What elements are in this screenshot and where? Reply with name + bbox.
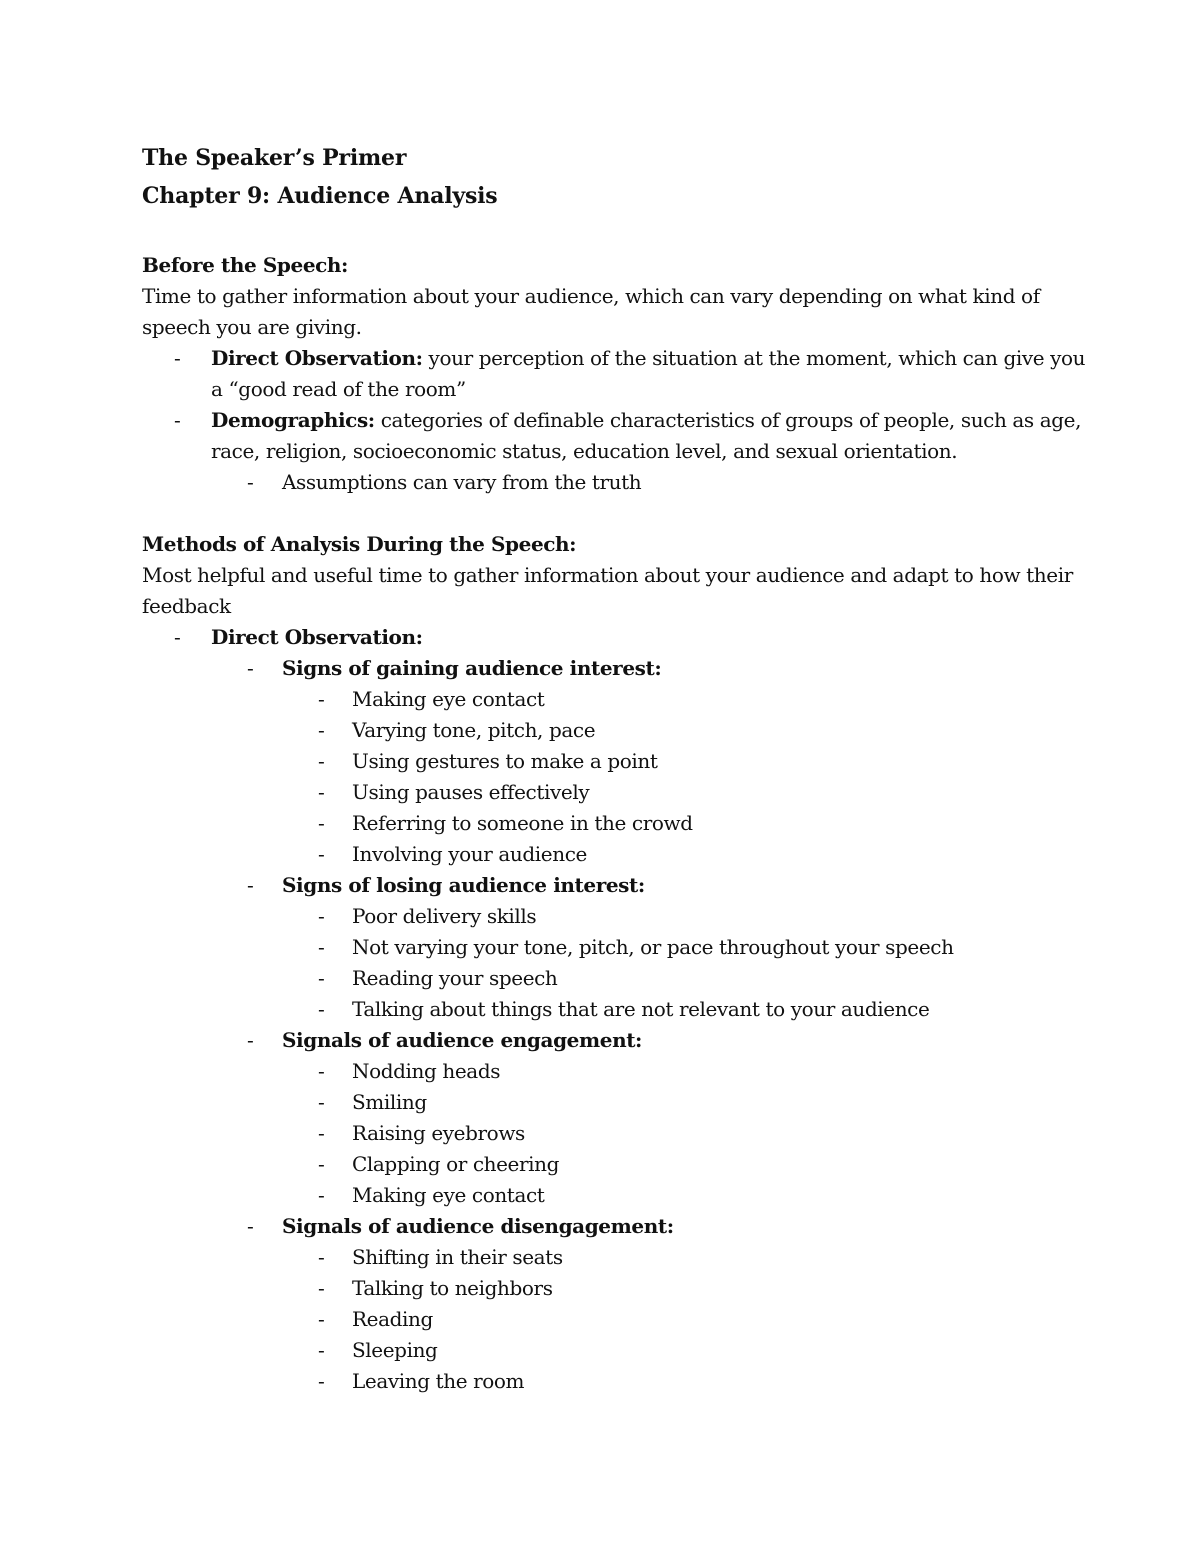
bullet-dash: - [247, 1028, 254, 1052]
list-item: Reading [352, 1307, 433, 1331]
bullet-dash: - [174, 408, 181, 432]
list-item: Leaving the room [352, 1369, 525, 1393]
list-item: Talking about things that are not relevant to your audience [352, 997, 930, 1021]
bullet-dash: - [318, 904, 325, 928]
chapter-title: Chapter 9: Audience Analysis [142, 183, 498, 209]
term-text: your perception of the situation at the moment, which can give you [422, 346, 1086, 370]
during-intro-line-2: feedback [142, 594, 231, 618]
term-text: categories of definable characteristics of groups of people, such as age, [374, 408, 1082, 432]
bullet-dash: - [318, 718, 325, 742]
list-item: Raising eyebrows [352, 1121, 525, 1145]
list-item: Sleeping [352, 1338, 438, 1362]
bullet-dash: - [318, 842, 325, 866]
bullet-dash: - [318, 1121, 325, 1145]
bullet-dash: - [318, 935, 325, 959]
bullet-dash: - [318, 749, 325, 773]
bullet-dash: - [174, 625, 181, 649]
list-item: Referring to someone in the crowd [352, 811, 693, 835]
bullet-dash: - [247, 656, 254, 680]
list-item: Reading your speech [352, 966, 558, 990]
list-item-assumptions: Assumptions can vary from the truth [282, 470, 642, 494]
list-item: Involving your audience [352, 842, 587, 866]
bullet-dash: - [318, 1338, 325, 1362]
bullet-dash: - [247, 470, 254, 494]
list-item: Using pauses effectively [352, 780, 590, 804]
group-label: Signs of gaining audience interest: [282, 656, 662, 680]
list-item-continuation: a “good read of the room” [211, 377, 466, 401]
bullet-dash: - [318, 687, 325, 711]
group-label: Signals of audience engagement: [282, 1028, 643, 1052]
bullet-dash: - [318, 966, 325, 990]
list-item: Clapping or cheering [352, 1152, 560, 1176]
bullet-dash: - [318, 780, 325, 804]
list-item: Smiling [352, 1090, 427, 1114]
bullet-dash: - [318, 1183, 325, 1207]
bullet-dash: - [318, 1090, 325, 1114]
list-item: Not varying your tone, pitch, or pace throughout your speech [352, 935, 954, 959]
during-intro-line-1: Most helpful and useful time to gather information about your audience and adapt to how their [142, 563, 1073, 587]
list-item: Shifting in their seats [352, 1245, 563, 1269]
bullet-dash: - [318, 1307, 325, 1331]
bullet-dash: - [318, 1152, 325, 1176]
list-item: Talking to neighbors [352, 1276, 553, 1300]
list-item: Making eye contact [352, 687, 545, 711]
list-item: Nodding heads [352, 1059, 501, 1083]
group-label: Signs of losing audience interest: [282, 873, 645, 897]
list-item-direct-observation-during: Direct Observation: [211, 625, 423, 649]
bullet-dash: - [318, 997, 325, 1021]
list-item-demographics [211, 405, 1081, 436]
list-item-direct-observation [211, 343, 1085, 374]
bullet-dash: - [247, 1214, 254, 1238]
bullet-dash: - [318, 1059, 325, 1083]
term-label: Direct Observation: [211, 346, 423, 370]
bullet-dash: - [318, 1276, 325, 1300]
list-item: Poor delivery skills [352, 904, 537, 928]
group-label: Signals of audience disengagement: [282, 1214, 674, 1238]
document-title: The Speaker’s Primer [142, 145, 407, 171]
bullet-dash: - [174, 346, 181, 370]
bullet-dash: - [318, 811, 325, 835]
before-intro-line-1: Time to gather information about your audience, which can vary depending on what kind of [142, 284, 1040, 308]
list-item: Making eye contact [352, 1183, 545, 1207]
list-item: Varying tone, pitch, pace [352, 718, 596, 742]
section-heading-during: Methods of Analysis During the Speech: [142, 532, 577, 556]
list-item-continuation: race, religion, socioeconomic status, education level, and sexual orientation. [211, 439, 958, 463]
bullet-dash: - [247, 873, 254, 897]
before-intro-line-2: speech you are giving. [142, 315, 362, 339]
bullet-dash: - [318, 1245, 325, 1269]
list-item: Using gestures to make a point [352, 749, 658, 773]
bullet-dash: - [318, 1369, 325, 1393]
section-heading-before: Before the Speech: [142, 253, 349, 277]
term-label: Demographics: [211, 408, 375, 432]
